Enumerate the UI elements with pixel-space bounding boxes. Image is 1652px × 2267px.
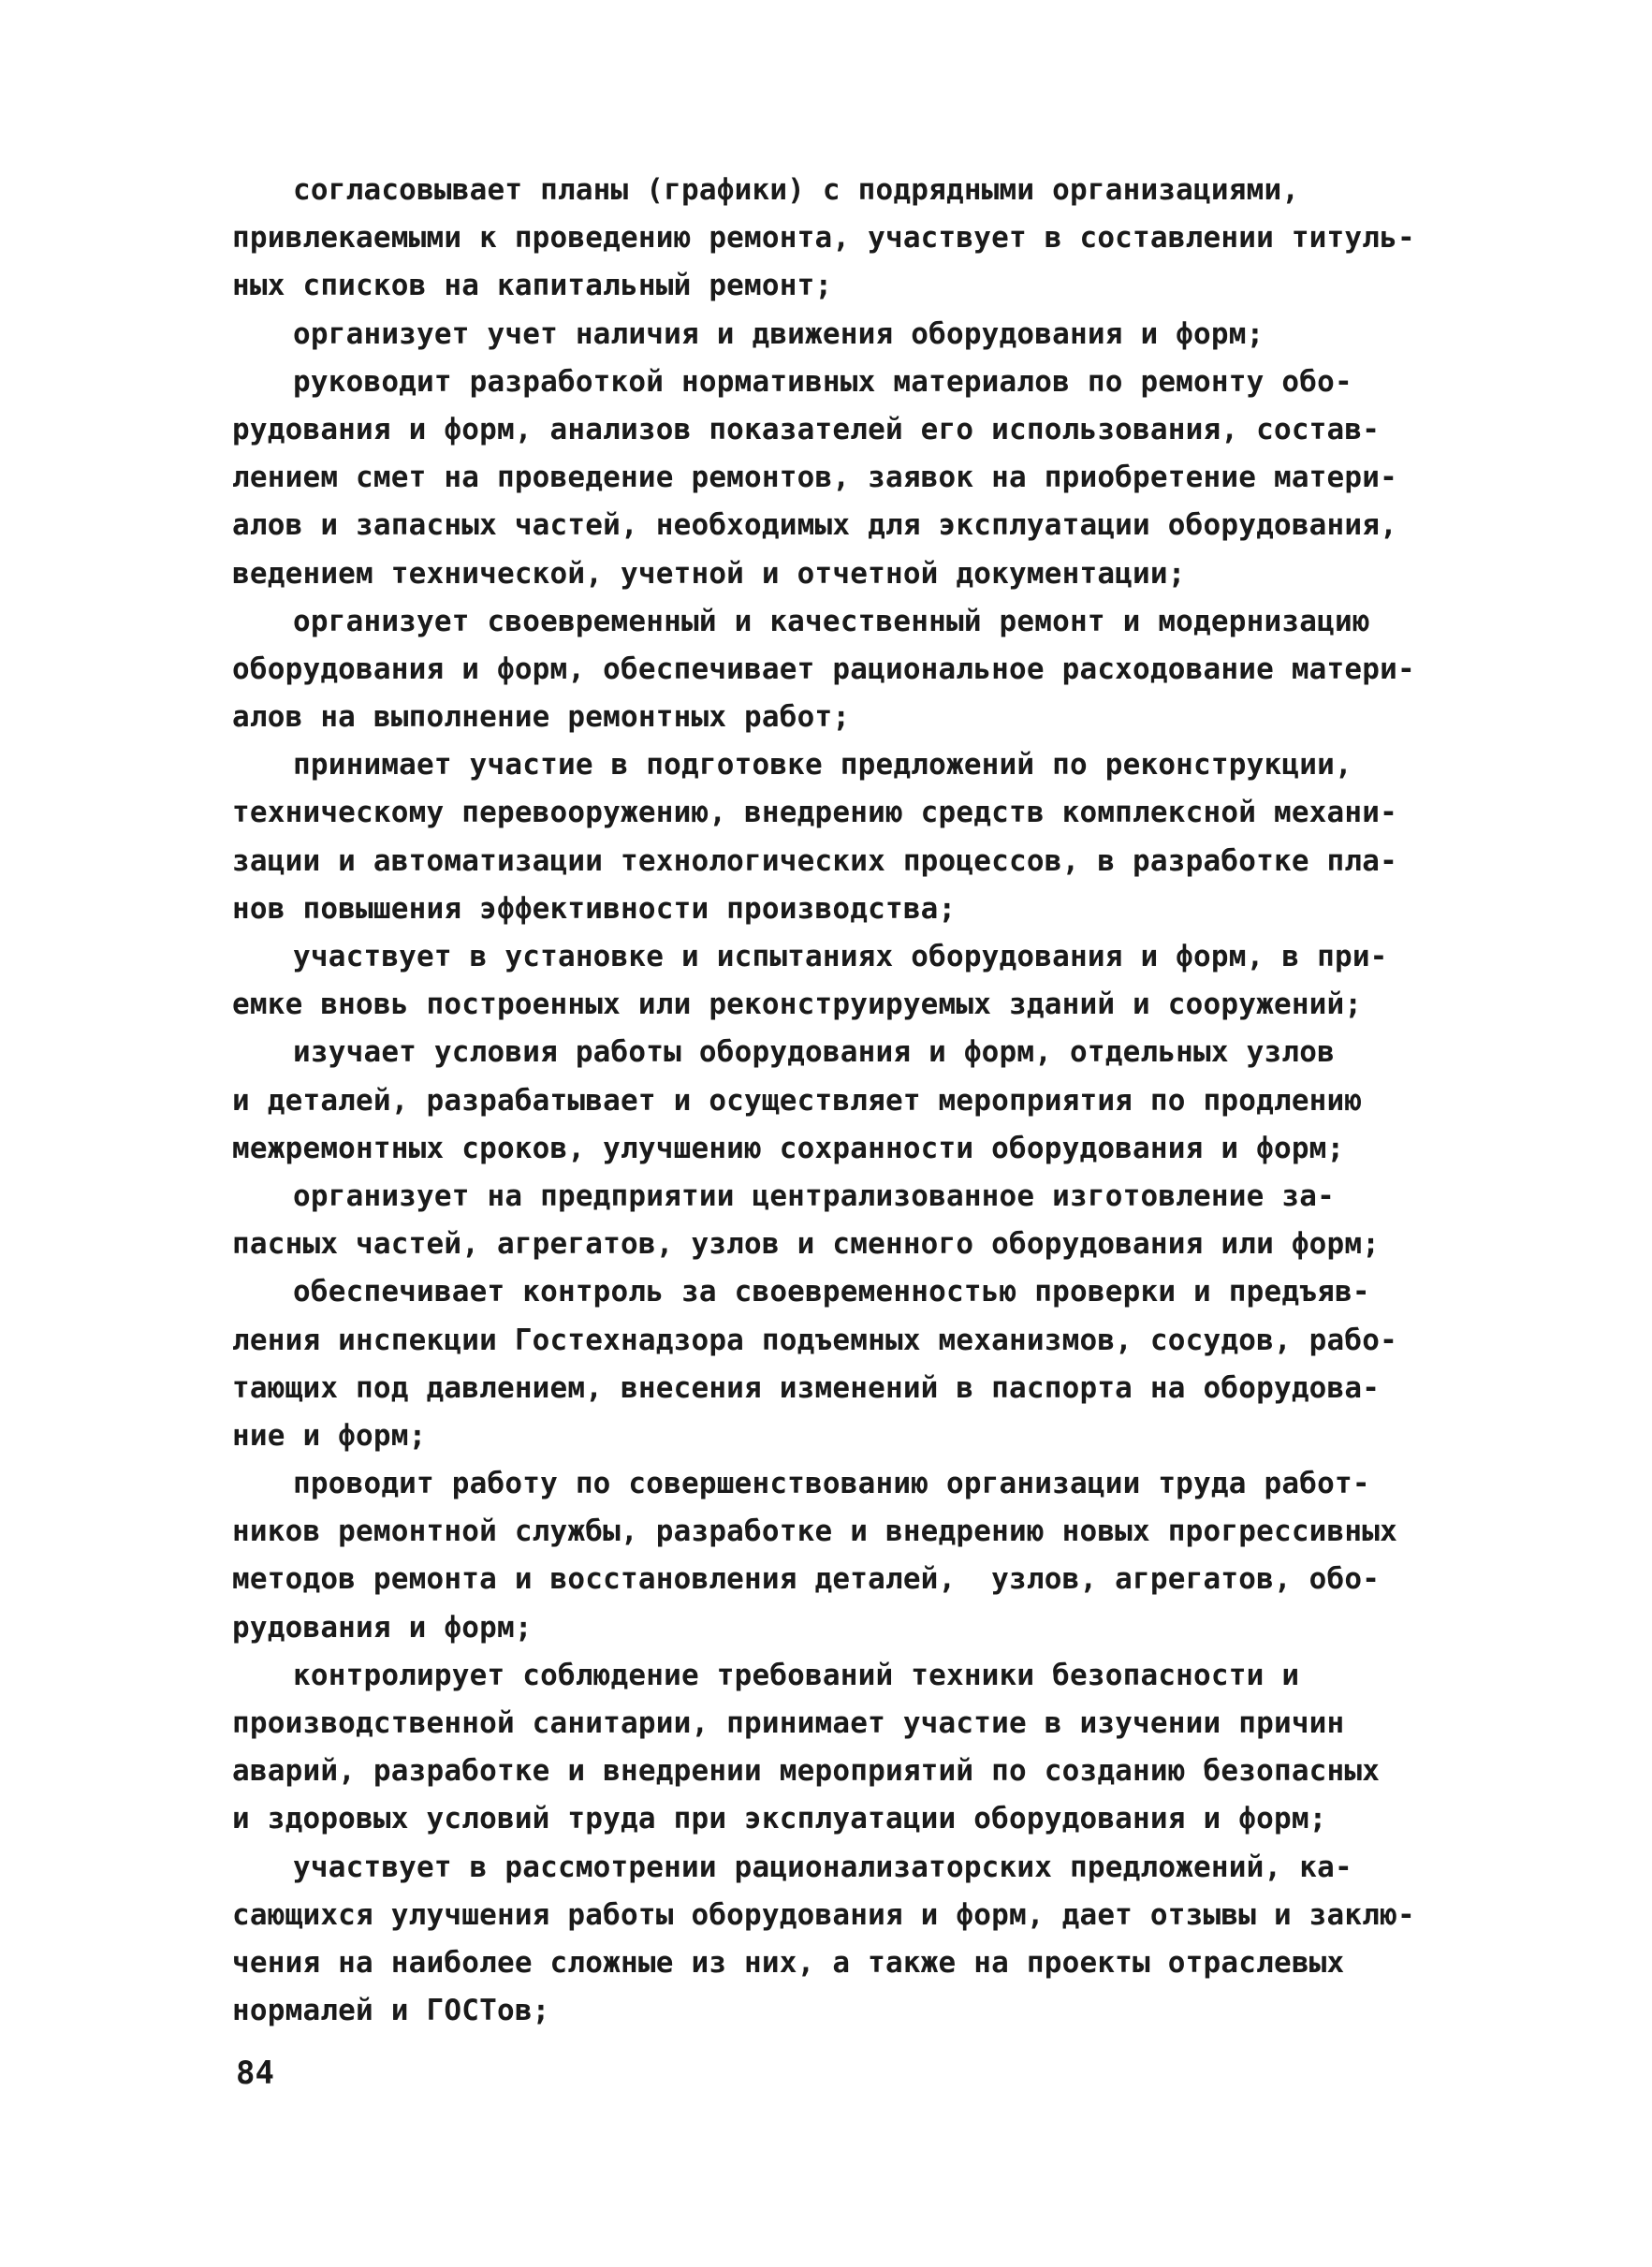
text-line: нормалей и ГОСТов; (232, 1994, 550, 2028)
text-line: организует своевременный и качественный ремонт и модернизацию (293, 604, 1370, 638)
text-line: аварий, разработке и внедрении мероприятий по созданию безопасных (232, 1754, 1381, 1789)
text-line: ведением технической, учетной и отчетной документации; (232, 556, 1186, 591)
text-line: принимает участие в подготовке предложений по реконструкции, (293, 748, 1352, 782)
text-line: тающих под давлением, внесения изменений в паспорта на оборудова- (232, 1370, 1381, 1405)
text-line: алов и запасных частей, необходимых для эксплуатации оборудования, (232, 508, 1397, 543)
page-number: 84 (236, 2055, 274, 2092)
text-line: межремонтных сроков, улучшению сохранности оборудования и форм; (232, 1131, 1345, 1165)
text-line: и деталей, разрабатывает и осуществляет мероприятия по продлению (232, 1083, 1363, 1118)
text-line: участвует в установке и испытаниях оборудования и форм, в при- (293, 940, 1388, 973)
text-line: чения на наиболее сложные из них, а также на проекты отраслевых (232, 1945, 1345, 1980)
text-line: привлекаемыми к проведению ремонта, участвует в составлении титуль- (232, 221, 1415, 256)
text-line: руководит разработкой нормативных материалов по ремонту обо- (293, 364, 1352, 399)
text-line: пасных частей, агрегатов, узлов и сменного оборудования или форм; (232, 1227, 1381, 1262)
text-line: методов ремонта и восстановления деталей, узлов, агрегатов, обо- (232, 1562, 1381, 1597)
text-line: ников ремонтной службы, разработке и внедрению новых прогрессивных (232, 1514, 1397, 1549)
text-line: сающихся улучшения работы оборудования и форм, дает отзывы и заклю- (232, 1897, 1415, 1932)
text-line: нов повышения эффективности производства; (232, 891, 957, 926)
text-line: участвует в рассмотрении рационализаторских предложений, ка- (293, 1850, 1352, 1884)
text-line: организует учет наличия и движения оборудования и форм; (293, 316, 1265, 351)
text-line: рудования и форм; (232, 1610, 533, 1645)
text-line: контролирует соблюдение требований техники безопасности и (293, 1658, 1300, 1692)
text-line: алов на выполнение ремонтных работ; (232, 700, 851, 735)
text-line: обеспечивает контроль за своевременностью проверки и предъяв- (293, 1275, 1370, 1309)
text-line: техническому перевооружению, внедрению средств комплексной механи- (232, 796, 1397, 830)
text-line: оборудования и форм, обеспечивает рациональное расходование матери- (232, 651, 1415, 686)
text-line: согласовывает планы (графики) с подрядными организациями, (293, 173, 1300, 207)
text-line: зации и автоматизации технологических процессов, в разработке пла- (232, 843, 1397, 878)
text-line: изучает условия работы оборудования и форм, отдельных узлов (293, 1035, 1335, 1070)
text-line: ных списков на капитальный ремонт; (232, 269, 833, 303)
body-text (232, 167, 1486, 2035)
text-line: емке вновь построенных или реконструируемых зданий и сооружений; (232, 987, 1363, 1022)
text-line: организует на предприятии централизованное изготовление за- (293, 1178, 1335, 1213)
text-line: и здоровых условий труда при эксплуатации оборудования и форм; (232, 1802, 1327, 1836)
text-line: ние и форм; (232, 1418, 427, 1453)
text-line: лением смет на проведение ремонтов, заявок на приобретение матери- (232, 461, 1397, 495)
text-line: производственной санитарии, принимает участие в изучении причин (232, 1706, 1345, 1740)
text-line: рудования и форм, анализов показателей его использования, состав- (232, 412, 1381, 446)
text-line: ления инспекции Гостехнадзора подъемных механизмов, сосудов, рабо- (232, 1323, 1397, 1357)
text-line: проводит работу по совершенствованию организации труда работ- (293, 1467, 1370, 1501)
